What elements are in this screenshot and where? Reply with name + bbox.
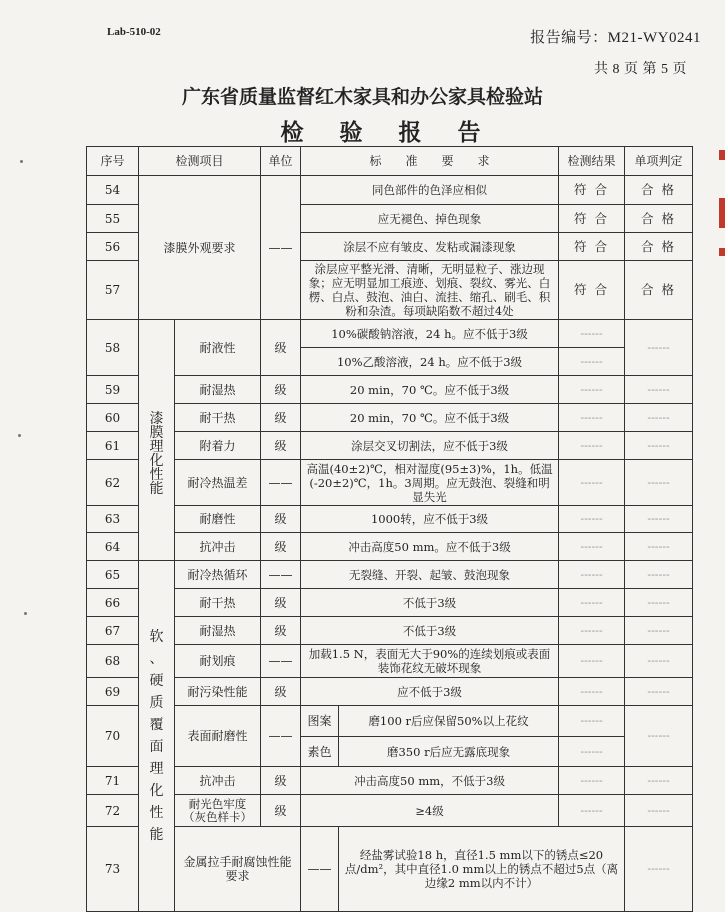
item-cell: 耐湿热	[175, 376, 261, 404]
inspection-table	[86, 146, 693, 912]
edge-stamp-mark	[719, 248, 725, 256]
table-header-row	[87, 147, 693, 176]
item-cell: 附着力	[175, 432, 261, 460]
table-row	[87, 645, 693, 678]
row-no: 59	[87, 376, 139, 404]
group-char: 漆	[149, 411, 164, 427]
table-row	[87, 404, 693, 432]
group-char: 化	[149, 453, 164, 469]
result-cell: ------	[625, 827, 693, 912]
row-no: 60	[87, 404, 139, 432]
item-cell: 表面耐磨性	[175, 706, 261, 767]
result-cell: ------	[559, 795, 625, 827]
judgement-cell: ------	[625, 795, 693, 827]
judgement-cell: ------	[625, 320, 693, 376]
result-cell: 符 合	[559, 233, 625, 261]
judgement-cell: ------	[625, 432, 693, 460]
table-row	[87, 678, 693, 706]
table-row	[87, 176, 693, 205]
organization-name: 广东省质量监督红木家具和办公家具检验站	[181, 86, 543, 108]
judgement-cell: ------	[625, 533, 693, 561]
row-no: 70	[87, 706, 139, 767]
group-char: 理	[149, 761, 164, 777]
unit-cell: ——	[261, 561, 301, 589]
requirement-cell: 20 min，70 ℃。应不低于3级	[301, 376, 559, 404]
result-cell: ------	[559, 737, 625, 767]
table-row	[87, 706, 693, 737]
table-row	[87, 827, 693, 912]
result-cell: 符 合	[559, 205, 625, 233]
result-cell: ------	[559, 706, 625, 737]
unit-cell: 级	[261, 404, 301, 432]
requirement-cell: 应不低于3级	[301, 678, 559, 706]
edge-stamp-mark	[719, 150, 725, 160]
requirement-cell: 10%碳酸钠溶液，24 h。应不低于3级	[301, 320, 559, 348]
col-header-unit: 单位	[261, 147, 301, 176]
group-char: 软	[149, 629, 164, 645]
table-row	[87, 460, 693, 506]
requirement-cell: 不低于3级	[301, 617, 559, 645]
requirement-cell: 不低于3级	[301, 589, 559, 617]
item-cell: 耐光色牢度（灰色样卡）	[175, 795, 261, 827]
scan-speck	[20, 160, 23, 163]
table-row	[87, 617, 693, 645]
group-char: 膜	[149, 425, 164, 441]
result-cell: ------	[559, 645, 625, 678]
item-cell: 抗冲击	[175, 767, 261, 795]
requirement-cell: 1000转，应不低于3级	[301, 506, 559, 533]
item-cell: 耐干热	[175, 589, 261, 617]
row-no: 54	[87, 176, 139, 205]
requirement-cell: 冲击高度50 mm。应不低于3级	[301, 533, 559, 561]
requirement-cell: 经盐雾试验18 h，直径1.5 mm以下的锈点≤20点/dm²，其中直径1.0 mm以上的锈点不超过5点（离边缘2 mm以内不计）	[339, 827, 625, 912]
result-cell: ------	[559, 767, 625, 795]
table-row	[87, 795, 693, 827]
result-cell: 符 合	[559, 176, 625, 205]
scan-speck	[24, 612, 27, 615]
result-cell: ------	[559, 376, 625, 404]
group-char: 能	[149, 827, 164, 843]
judgement-cell: ------	[625, 767, 693, 795]
item-cell: 耐湿热	[175, 617, 261, 645]
requirement-cell: 涂层不应有皱皮、发粘或漏漆现象	[301, 233, 559, 261]
requirement-cell: 磨350 r后应无露底现象	[339, 737, 559, 767]
row-no: 56	[87, 233, 139, 261]
result-cell: ------	[559, 348, 625, 376]
requirement-cell: 磨100 r后应保留50%以上花纹	[339, 706, 559, 737]
row-no: 64	[87, 533, 139, 561]
judgement-cell: ------	[625, 404, 693, 432]
unit-cell: 级	[261, 376, 301, 404]
requirement-cell: 应无褪色、掉色现象	[301, 205, 559, 233]
unit-cell: 级	[261, 432, 301, 460]
sub-type-cell: 素色	[301, 737, 339, 767]
table-row	[87, 320, 693, 348]
result-cell: ------	[559, 460, 625, 506]
requirement-cell: 加载1.5 N，表面无大于90%的连续划痕或表面装饰花纹无破坏现象	[301, 645, 559, 678]
group-char: 性	[149, 467, 164, 483]
unit-cell: 级	[261, 589, 301, 617]
group-char: 硬	[149, 673, 164, 689]
result-cell: ------	[559, 617, 625, 645]
unit-cell: ——	[261, 460, 301, 506]
col-header-requirement: 标 准 要 求	[301, 147, 559, 176]
item-cell: 耐划痕	[175, 645, 261, 678]
judgement-cell: 合 格	[625, 233, 693, 261]
col-header-no: 序号	[87, 147, 139, 176]
unit-cell: 级	[261, 533, 301, 561]
result-cell: ------	[559, 506, 625, 533]
requirement-cell: 涂层交叉切割法，应不低于3级	[301, 432, 559, 460]
judgement-cell: ------	[625, 589, 693, 617]
requirement-cell: 高温(40±2)℃，相对湿度(95±3)%，1h。低温(-20±2)℃，1h。3周期。应无鼓泡、裂缝和明显失光	[301, 460, 559, 506]
row-no: 63	[87, 506, 139, 533]
report-title: 检 验 报 告	[280, 119, 495, 146]
item-cell: 耐液性	[175, 320, 261, 376]
item-cell: 耐磨性	[175, 506, 261, 533]
row-no: 73	[87, 827, 139, 912]
unit-cell: ——	[301, 827, 339, 912]
scan-speck	[18, 434, 21, 437]
unit-cell: ——	[261, 176, 301, 320]
table-row	[87, 432, 693, 460]
item-cell: 耐冷热循环	[175, 561, 261, 589]
result-cell: ------	[559, 561, 625, 589]
lab-code: Lab-510-02	[107, 26, 161, 38]
group-char: 化	[149, 783, 164, 799]
result-cell: 符 合	[559, 261, 625, 320]
row-no: 71	[87, 767, 139, 795]
result-cell: ------	[559, 533, 625, 561]
unit-cell: ——	[261, 706, 301, 767]
result-cell: ------	[559, 432, 625, 460]
judgement-cell: ------	[625, 561, 693, 589]
row-no: 72	[87, 795, 139, 827]
result-cell: ------	[559, 678, 625, 706]
group-char: 、	[149, 651, 164, 667]
unit-cell: 级	[261, 767, 301, 795]
row-no: 69	[87, 678, 139, 706]
group-char: 面	[149, 739, 164, 755]
unit-cell: 级	[261, 678, 301, 706]
judgement-cell: 合 格	[625, 205, 693, 233]
judgement-cell: ------	[625, 706, 693, 767]
col-header-judgement: 单项判定	[625, 147, 693, 176]
col-header-result: 检测结果	[559, 147, 625, 176]
unit-cell: ——	[261, 645, 301, 678]
row-no: 58	[87, 320, 139, 376]
requirement-cell: 涂层应平整光滑、清晰，无明显粒子、涨边现象；应无明显加工痕迹、划痕、裂纹、雾光、白楞、白点、鼓泡、油白、流挂、缩孔、刷毛、积粉和杂渣。每项缺陷数不超过4处	[301, 261, 559, 320]
group-char: 能	[149, 481, 164, 497]
judgement-cell: ------	[625, 617, 693, 645]
unit-cell: 级	[261, 795, 301, 827]
judgement-cell: 合 格	[625, 261, 693, 320]
group-char: 覆	[149, 717, 164, 733]
row-no: 62	[87, 460, 139, 506]
judgement-cell: ------	[625, 506, 693, 533]
table-row	[87, 589, 693, 617]
table-row	[87, 533, 693, 561]
item-cell: 耐污染性能	[175, 678, 261, 706]
group-appearance: 漆膜外观要求	[139, 176, 261, 320]
result-cell: ------	[559, 404, 625, 432]
judgement-cell: 合 格	[625, 176, 693, 205]
unit-cell: 级	[261, 617, 301, 645]
table-row	[87, 506, 693, 533]
report-number: 报告编号：M21-WY0241	[530, 30, 701, 46]
item-cell: 耐冷热温差	[175, 460, 261, 506]
edge-stamp-mark	[719, 198, 725, 228]
requirement-cell: ≥4级	[301, 795, 559, 827]
row-no: 61	[87, 432, 139, 460]
judgement-cell: ------	[625, 645, 693, 678]
table-row	[87, 376, 693, 404]
group-char: 理	[149, 439, 164, 455]
row-no: 67	[87, 617, 139, 645]
unit-cell: 级	[261, 320, 301, 376]
requirement-cell: 冲击高度50 mm，不低于3级	[301, 767, 559, 795]
sub-type-cell: 图案	[301, 706, 339, 737]
row-no: 68	[87, 645, 139, 678]
judgement-cell: ------	[625, 678, 693, 706]
group-char: 性	[149, 805, 164, 821]
row-no: 55	[87, 205, 139, 233]
requirement-cell: 20 min，70 ℃。应不低于3级	[301, 404, 559, 432]
item-cell: 耐干热	[175, 404, 261, 432]
group-char: 质	[149, 695, 164, 711]
page-info: 共 8 页 第 5 页	[594, 62, 687, 77]
table-row	[87, 767, 693, 795]
table-row	[87, 561, 693, 589]
item-cell: 抗冲击	[175, 533, 261, 561]
group-soft-hard-surface	[139, 561, 175, 912]
result-cell: ------	[559, 589, 625, 617]
judgement-cell: ------	[625, 376, 693, 404]
result-cell: ------	[559, 320, 625, 348]
requirement-cell: 同色部件的色泽应相似	[301, 176, 559, 205]
requirement-cell: 无裂缝、开裂、起皱、鼓泡现象	[301, 561, 559, 589]
item-cell: 金属拉手耐腐蚀性能要求	[175, 827, 301, 912]
row-no: 57	[87, 261, 139, 320]
unit-cell: 级	[261, 506, 301, 533]
group-paint-physical	[139, 320, 175, 561]
row-no: 65	[87, 561, 139, 589]
col-header-item: 检测项目	[139, 147, 261, 176]
row-no: 66	[87, 589, 139, 617]
requirement-cell: 10%乙酸溶液，24 h。应不低于3级	[301, 348, 559, 376]
judgement-cell: ------	[625, 460, 693, 506]
